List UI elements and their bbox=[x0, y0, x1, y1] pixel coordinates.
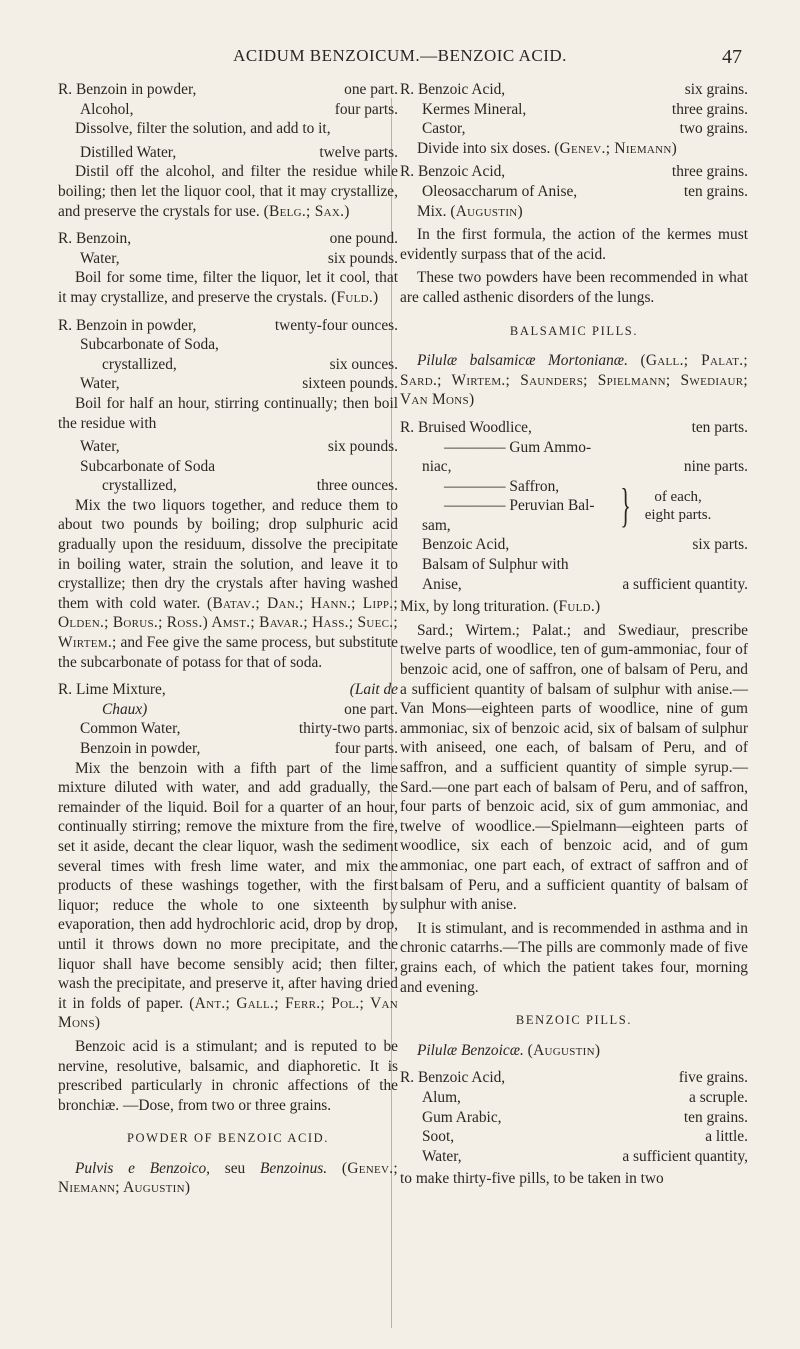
ingredient-line: Benzoic Acid, six parts. bbox=[422, 536, 748, 554]
formula-4 bbox=[58, 680, 398, 1033]
ingredient-line: Water, a sufficient quantity, bbox=[422, 1147, 748, 1165]
ingredient-line: Water, sixteen pounds. bbox=[80, 375, 398, 393]
ingredient-line: Alcohol, four parts. bbox=[80, 100, 398, 118]
formula-title: Pulvis e Benzoico, seu Benzoinus. (Genev.; Niemann; Augustin) bbox=[58, 1159, 398, 1197]
ingredient-line: Castor, two grains. bbox=[422, 120, 748, 138]
ingredient-line: ———— Peruvian Bal- bbox=[444, 497, 595, 515]
direction: Mix. (Augustin) bbox=[416, 202, 523, 220]
uses-paragraph: It is stimulant, and is recommended in asthma and in chronic catarrhs.—The pills are commonly made of five grains each, of which the patient takes four, morning and evening. bbox=[400, 919, 748, 996]
formula-title: Pilulæ balsamicæ Mortonianæ. (Gall.; Palat.; Sard.; Wirtem.; Saunders; Spielmann; Swediaur; Van Mons) bbox=[400, 352, 748, 409]
reference: (Genev.; Niemann; Augustin) bbox=[58, 1159, 398, 1197]
powder-formula-1 bbox=[400, 80, 748, 158]
section-heading: BENZOIC PILLS. bbox=[515, 1013, 633, 1028]
balsamic-ingredients bbox=[400, 418, 748, 594]
ingredient-line: sam, bbox=[422, 516, 451, 534]
left-column bbox=[58, 80, 398, 1202]
brace-icon: } bbox=[620, 479, 631, 533]
formula-2 bbox=[58, 229, 398, 307]
note-paragraph: In the first formula, the action of the kermes must evidently surpass that of the acid. bbox=[400, 226, 748, 263]
reference: (Gall.; Palat.; Sard.; Wirtem.; Saunders; Spielmann; Swediaur; Van Mons) bbox=[400, 352, 748, 409]
ingredient-line: Gum Arabic, ten grains. bbox=[422, 1108, 748, 1126]
ingredient-line: R. Bruised Woodlice, ten parts. bbox=[400, 418, 748, 436]
ingredient-line: R. Benzoin in powder, twenty-four ounces. bbox=[58, 316, 398, 334]
reference: (Fuld.) bbox=[331, 288, 379, 306]
reference: (Augustin) bbox=[450, 202, 523, 220]
direction: Boil for some time, filter the liquor, let it cool, that it may crystallize, and preserve the crystals. (Fuld.) bbox=[58, 269, 398, 306]
section-heading: POWDER OF BENZOIC ACID. bbox=[126, 1131, 330, 1146]
ingredient-line: R. Benzoin in powder, one part. bbox=[58, 81, 398, 98]
formula-1 bbox=[58, 80, 398, 221]
section-heading: BALSAMIC PILLS. bbox=[509, 323, 639, 338]
ingredient-line: Anise, a sufficient quantity. bbox=[422, 575, 748, 593]
page-header bbox=[0, 44, 800, 74]
ingredient-line: R. Benzoic Acid, three grains. bbox=[400, 163, 748, 181]
ingredient-line: Common Water, thirty-two parts. bbox=[80, 720, 398, 738]
direction: Mix the two liquors together, and reduce them to about two pounds by boiling; drop sulphuric acid gradually upon the residuum, dissolve the precipitate in boiling water, strain the solution, and leave it to crystallize; then dry the crystals after having washed them with cold water. (Batav.; Dan.; Hann.; Lipp.; Olden.; Borus.; Ross.) Amst.; Bavar.; Hass.; Suec.; Wirtem.; and Fee give the same process, but substitute the subcarbonate of potass for that of soda. bbox=[58, 496, 398, 671]
variants-paragraph: Sard.; Wirtem.; Palat.; and Swediaur, prescribe twelve parts of woodlice, ten of gum-ammoniac, four of benzoic acid, one of saffron, one of balsam of Peru, and a sufficient quantity of balsam of sulphur with anise.—Van Mons—eighteen parts of woodlice, nine of gum ammoniac, six of benzoic acid, six of balsam of sulphur with aniseed, one each, of balsam of Peru, and of saffron, and a sufficient quantity of simple syrup.—Sard.—one part each of balsam of Peru, and of saffron, four parts of benzoic acid, six of gum ammoniac, and twelve of woodlice.—Spielmann—eighteen parts of woodlice, six each of benzoic acid, and of gum ammoniac, one part each, of extract of saffron and of balsam of Peru, and a sufficient quantity of balsam of sulphur with anise. bbox=[400, 621, 748, 914]
reference: (Augustin) bbox=[527, 1041, 601, 1059]
ingredient-line: Subcarbonate of Soda bbox=[80, 457, 216, 475]
brace-quantity: of each, eight parts. bbox=[644, 489, 712, 524]
braced-ingredients bbox=[400, 477, 748, 536]
ingredient-line: Distilled Water, twelve parts. bbox=[80, 143, 398, 161]
reference: (Ant.; Gall.; Ferr.; Pol.; Van Mons) bbox=[58, 994, 398, 1032]
ingredient-line: R. Benzoic Acid, six grains. bbox=[400, 81, 748, 98]
direction: Mix the benzoin with a fifth part of the lime mixture diluted with water, and add gradually, the remainder of the liquid. Boil for a quarter of an hour, continually stirring; remove the mixture from the fire, set it aside, decant the clear liquor, wash the sediment several times with fresh lime water, and mix the products of these washings together, with the first liquor; reduce the whole to one sixteenth by evaporation, then add hydrochloric acid, drop by drop, until it throws down no more precipitate, and the liquor shall have become sensibly acid; then filter, wash the precipitate, and preserve it, after having dried it in folds of paper. (Ant.; Gall.; Ferr.; Pol.; Van Mons) bbox=[58, 759, 398, 1032]
direction: to make thirty-five pills, to be taken in two bbox=[400, 1170, 664, 1188]
direction: Distil off the alcohol, and filter the residue while boiling; then let the liquor cool, that it may crystallize, and preserve the crystals for use. (Belg.; Sax.) bbox=[58, 163, 398, 220]
ingredient-line: Kermes Mineral, three grains. bbox=[422, 100, 748, 118]
ingredient-line: R. Lime Mixture, (Lait de bbox=[58, 681, 398, 699]
reference: (Fuld.) bbox=[553, 598, 601, 616]
reference: (Genev.; Niemann) bbox=[554, 139, 678, 157]
page-number: 47 bbox=[722, 46, 742, 68]
formula-3 bbox=[58, 316, 398, 673]
ingredient-line: Alum, a scruple. bbox=[422, 1088, 748, 1106]
ingredient-line: niac, nine parts. bbox=[422, 458, 748, 476]
note-paragraph: These two powders have been recommended in what are called asthenic disorders of the lungs. bbox=[400, 269, 748, 306]
direction: Dissolve, filter the solution, and add to it, bbox=[74, 120, 331, 138]
ingredient-line: Water, six pounds. bbox=[80, 249, 398, 267]
ingredient-line: Balsam of Sulphur with bbox=[422, 556, 569, 574]
running-title: ACIDUM BENZOICUM.—BENZOIC ACID. bbox=[233, 46, 567, 65]
ingredient-line: Soot, a little. bbox=[422, 1128, 748, 1146]
ingredient-line: ———— Saffron, bbox=[444, 477, 560, 495]
pills-ingredients bbox=[400, 1068, 748, 1166]
ingredient-line: R. Benzoic Acid, five grains. bbox=[400, 1069, 748, 1087]
ingredient-line: Subcarbonate of Soda, bbox=[80, 336, 219, 354]
reference: (Belg.; Sax.) bbox=[263, 202, 350, 220]
powder-formula-2 bbox=[400, 162, 748, 221]
ingredient-line: R. Benzoin, one pound. bbox=[58, 230, 398, 248]
direction: Mix, by long trituration. (Fuld.) bbox=[400, 598, 601, 616]
uses-paragraph: Benzoic acid is a stimulant; and is reputed to be nervine, resolutive, balsamic, and diaphoretic. It is prescribed particularly in chronic affections of the bronchiæ. —Dose, from two or three grains. bbox=[58, 1037, 398, 1114]
direction: Divide into six doses. (Genev.; Niemann) bbox=[416, 139, 678, 157]
formula-title: Pilulæ Benzoicæ. (Augustin) bbox=[416, 1041, 601, 1059]
ingredient-line: Benzoin in powder, four parts. bbox=[80, 740, 398, 757]
ingredient-line: Water, six pounds. bbox=[80, 438, 398, 456]
ingredient-line: crystallized, three ounces. bbox=[102, 477, 398, 495]
reference: (Batav.; Dan.; Hann.; Lipp.; Olden.; Borus.; Ross.) Amst.; Bavar.; Hass.; Suec.; Wirtem.; bbox=[58, 594, 398, 652]
ingredient-line: ———— Gum Ammo- bbox=[444, 438, 592, 456]
ingredient-line: Oleosaccharum of Anise, ten grains. bbox=[422, 182, 748, 200]
direction: Boil for half an hour, stirring continually; then boil the residue with bbox=[58, 394, 398, 432]
right-column bbox=[400, 80, 748, 1193]
ingredient-line: Chaux) one part. bbox=[102, 700, 398, 718]
ingredient-line: crystallized, six ounces. bbox=[102, 355, 398, 373]
